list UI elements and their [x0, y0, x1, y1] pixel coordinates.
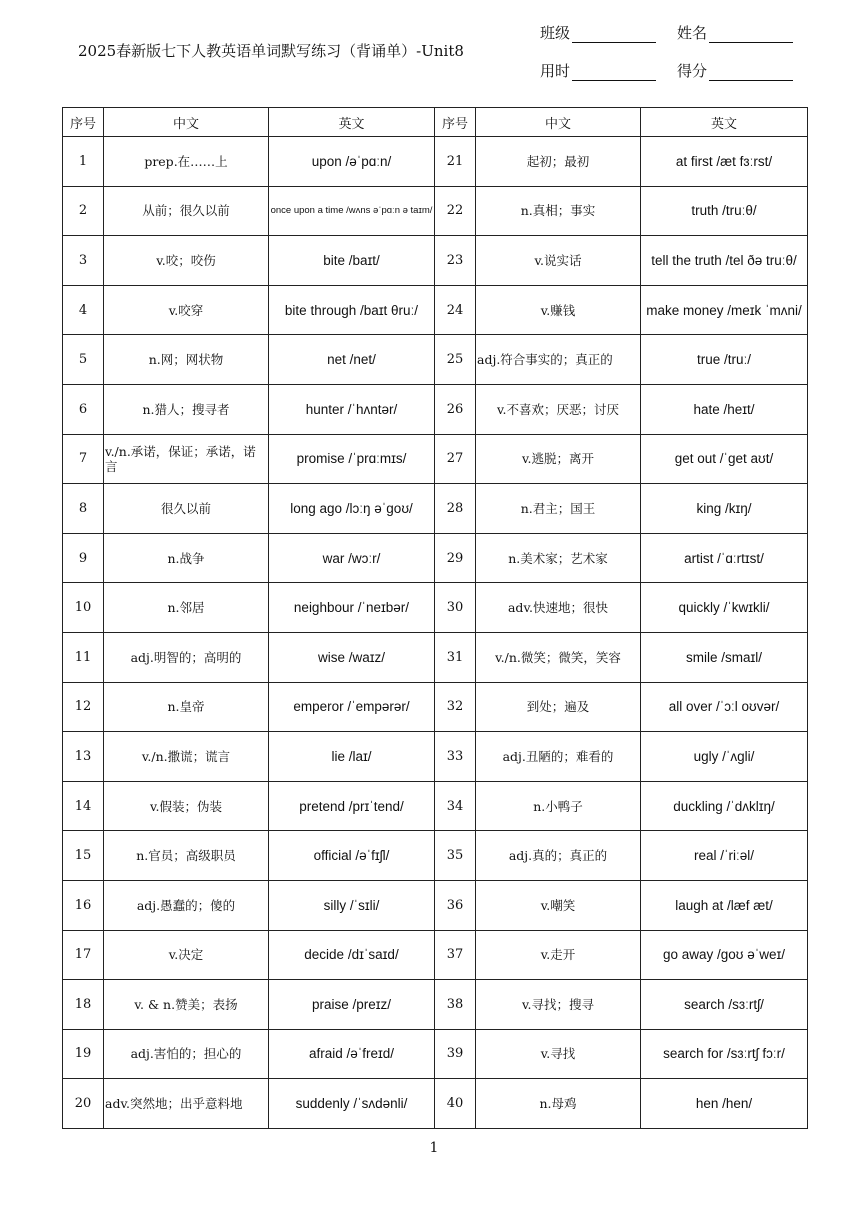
english-word: suddenly /ˈsʌdənli/	[269, 1079, 435, 1129]
table-row	[63, 831, 808, 881]
row-index: 15	[63, 831, 104, 881]
chinese-meaning: v.嘲笑	[476, 880, 641, 930]
header-chinese-2: 中文	[476, 108, 641, 137]
english-word: official /əˈfɪʃl/	[269, 831, 435, 881]
chinese-meaning: v./n.撒谎；谎言	[104, 732, 269, 782]
english-word: neighbour /ˈneɪbər/	[269, 583, 435, 633]
english-word: lie /laɪ/	[269, 732, 435, 782]
chinese-meaning: adj.明智的；高明的	[104, 632, 269, 682]
row-index: 25	[435, 335, 476, 385]
chinese-meaning: v./n.微笑；微笑，笑容	[476, 632, 641, 682]
table-row	[63, 880, 808, 930]
english-word: bite /baɪt/	[269, 236, 435, 286]
row-index: 19	[63, 1029, 104, 1079]
english-word: get out /ˈget aʊt/	[641, 434, 808, 484]
table-row	[63, 980, 808, 1030]
chinese-meaning: v. & n.赞美；表扬	[104, 980, 269, 1030]
chinese-meaning: n.君主；国王	[476, 484, 641, 534]
english-word: search for /sɜːrtʃ fɔːr/	[641, 1029, 808, 1079]
chinese-meaning: 很久以前	[104, 484, 269, 534]
chinese-meaning: n.真相；事实	[476, 186, 641, 236]
chinese-meaning: adj.害怕的；担心的	[104, 1029, 269, 1079]
row-index: 22	[435, 186, 476, 236]
header-index: 序号	[63, 108, 104, 137]
chinese-meaning: v.决定	[104, 930, 269, 980]
english-word: search /sɜːrtʃ/	[641, 980, 808, 1030]
row-index: 30	[435, 583, 476, 633]
row-index: 32	[435, 682, 476, 732]
row-index: 3	[63, 236, 104, 286]
row-index: 37	[435, 930, 476, 980]
english-word: pretend /prɪˈtend/	[269, 781, 435, 831]
chinese-meaning: adv.快速地；很快	[476, 583, 641, 633]
header-english: 英文	[269, 108, 435, 137]
row-index: 5	[63, 335, 104, 385]
table-row	[63, 732, 808, 782]
chinese-meaning: prep.在……上	[104, 137, 269, 187]
row-index: 8	[63, 484, 104, 534]
row-index: 10	[63, 583, 104, 633]
chinese-meaning: adj.愚蠢的；傻的	[104, 880, 269, 930]
table-row	[63, 583, 808, 633]
english-word: decide /dɪˈsaɪd/	[269, 930, 435, 980]
chinese-meaning: v.咬；咬伤	[104, 236, 269, 286]
row-index: 13	[63, 732, 104, 782]
chinese-meaning: adv.突然地；出乎意料地	[104, 1079, 269, 1129]
row-index: 33	[435, 732, 476, 782]
row-index: 12	[63, 682, 104, 732]
row-index: 29	[435, 533, 476, 583]
chinese-meaning: adj.真的；真正的	[476, 831, 641, 881]
english-word: net /net/	[269, 335, 435, 385]
class-label: 班级	[540, 24, 571, 42]
chinese-meaning: v.逃脱；离开	[476, 434, 641, 484]
english-word: all over /ˈɔːl oʊvər/	[641, 682, 808, 732]
chinese-meaning: n.猎人；搜寻者	[104, 384, 269, 434]
chinese-meaning: adj.符合事实的；真正的	[476, 335, 641, 385]
row-index: 35	[435, 831, 476, 881]
row-index: 7	[63, 434, 104, 484]
english-word: ugly /ˈʌgli/	[641, 732, 808, 782]
chinese-meaning: v.寻找	[476, 1029, 641, 1079]
table-row	[63, 434, 808, 484]
english-word: hunter /ˈhʌntər/	[269, 384, 435, 434]
chinese-meaning: adj.丑陋的；难看的	[476, 732, 641, 782]
row-index: 38	[435, 980, 476, 1030]
table-row	[63, 682, 808, 732]
name-field[interactable]	[677, 22, 793, 43]
english-word: at first /æt fɜːrst/	[641, 137, 808, 187]
row-index: 39	[435, 1029, 476, 1079]
row-index: 1	[63, 137, 104, 187]
row-index: 17	[63, 930, 104, 980]
table-row	[63, 533, 808, 583]
row-index: 9	[63, 533, 104, 583]
row-index: 40	[435, 1079, 476, 1129]
row-index: 31	[435, 632, 476, 682]
english-word: silly /ˈsɪli/	[269, 880, 435, 930]
chinese-meaning: n.皇帝	[104, 682, 269, 732]
row-index: 11	[63, 632, 104, 682]
name-blank[interactable]	[709, 26, 793, 43]
english-word: go away /goʊ əˈweɪ/	[641, 930, 808, 980]
english-word: artist /ˈɑːrtɪst/	[641, 533, 808, 583]
english-word: praise /preɪz/	[269, 980, 435, 1030]
row-index: 2	[63, 186, 104, 236]
english-word: truth /truːθ/	[641, 186, 808, 236]
english-word: afraid /əˈfreɪd/	[269, 1029, 435, 1079]
chinese-meaning: v.赚钱	[476, 285, 641, 335]
row-index: 14	[63, 781, 104, 831]
time-label: 用时	[540, 62, 571, 80]
table-row	[63, 335, 808, 385]
table-row	[63, 285, 808, 335]
vocabulary-table	[62, 107, 808, 1129]
chinese-meaning: n.官员；高级职员	[104, 831, 269, 881]
english-word: wise /waɪz/	[269, 632, 435, 682]
table-row	[63, 384, 808, 434]
header-index-2: 序号	[435, 108, 476, 137]
english-word: hate /heɪt/	[641, 384, 808, 434]
row-index: 28	[435, 484, 476, 534]
table-body	[63, 137, 808, 1129]
class-field[interactable]	[540, 22, 656, 43]
english-word: bite through /baɪt θruː/	[269, 285, 435, 335]
chinese-meaning: v.说实话	[476, 236, 641, 286]
page-number: 1	[429, 1140, 439, 1156]
english-word: laugh at /læf æt/	[641, 880, 808, 930]
row-index: 20	[63, 1079, 104, 1129]
table-row	[63, 186, 808, 236]
chinese-meaning: n.母鸡	[476, 1079, 641, 1129]
english-word: long ago /lɔːŋ əˈgoʊ/	[269, 484, 435, 534]
name-label: 姓名	[677, 24, 708, 42]
chinese-meaning: v.走开	[476, 930, 641, 980]
english-word: war /wɔːr/	[269, 533, 435, 583]
row-index: 4	[63, 285, 104, 335]
table-row	[63, 930, 808, 980]
chinese-meaning: 到处；遍及	[476, 682, 641, 732]
chinese-meaning: v.不喜欢；厌恶；讨厌	[476, 384, 641, 434]
page-title: 2025春新版七下人教英语单词默写练习（背诵单）-Unit8	[78, 42, 464, 60]
row-index: 21	[435, 137, 476, 187]
row-index: 6	[63, 384, 104, 434]
row-index: 26	[435, 384, 476, 434]
chinese-meaning: v.咬穿	[104, 285, 269, 335]
score-label: 得分	[677, 62, 708, 80]
time-field[interactable]	[540, 60, 656, 81]
english-word: king /kɪŋ/	[641, 484, 808, 534]
english-word: emperor /ˈempərər/	[269, 682, 435, 732]
english-word: promise /ˈprɑːmɪs/	[269, 434, 435, 484]
chinese-meaning: v.寻找；搜寻	[476, 980, 641, 1030]
table-row	[63, 1029, 808, 1079]
row-index: 27	[435, 434, 476, 484]
english-word: once upon a time /wʌns əˈpɑːn ə taɪm/	[269, 186, 435, 236]
row-index: 36	[435, 880, 476, 930]
table-row	[63, 781, 808, 831]
chinese-meaning: n.网；网状物	[104, 335, 269, 385]
chinese-meaning: 起初；最初	[476, 137, 641, 187]
english-word: real /ˈriːəl/	[641, 831, 808, 881]
table-row	[63, 236, 808, 286]
table-row	[63, 484, 808, 534]
english-word: quickly /ˈkwɪkli/	[641, 583, 808, 633]
chinese-meaning: v.假装；伪装	[104, 781, 269, 831]
table-header-row	[63, 108, 808, 137]
chinese-meaning: v./n.承诺，保证；承诺，诺言	[104, 434, 269, 484]
english-word: duckling /ˈdʌklɪŋ/	[641, 781, 808, 831]
chinese-meaning: n.小鸭子	[476, 781, 641, 831]
table-row	[63, 1079, 808, 1129]
row-index: 23	[435, 236, 476, 286]
english-word: hen /hen/	[641, 1079, 808, 1129]
class-blank[interactable]	[572, 26, 656, 43]
english-word: smile /smaɪl/	[641, 632, 808, 682]
chinese-meaning: n.战争	[104, 533, 269, 583]
row-index: 24	[435, 285, 476, 335]
english-word: upon /əˈpɑːn/	[269, 137, 435, 187]
table-row	[63, 632, 808, 682]
chinese-meaning: 从前；很久以前	[104, 186, 269, 236]
english-word: true /truː/	[641, 335, 808, 385]
time-blank[interactable]	[572, 64, 656, 81]
row-index: 16	[63, 880, 104, 930]
header-english-2: 英文	[641, 108, 808, 137]
score-field[interactable]	[677, 60, 793, 81]
row-index: 18	[63, 980, 104, 1030]
chinese-meaning: n.邻居	[104, 583, 269, 633]
english-word: make money /meɪk ˈmʌni/	[641, 285, 808, 335]
english-word: tell the truth /tel ðə truːθ/	[641, 236, 808, 286]
table-row	[63, 137, 808, 187]
score-blank[interactable]	[709, 64, 793, 81]
header-chinese: 中文	[104, 108, 269, 137]
chinese-meaning: n.美术家；艺术家	[476, 533, 641, 583]
row-index: 34	[435, 781, 476, 831]
